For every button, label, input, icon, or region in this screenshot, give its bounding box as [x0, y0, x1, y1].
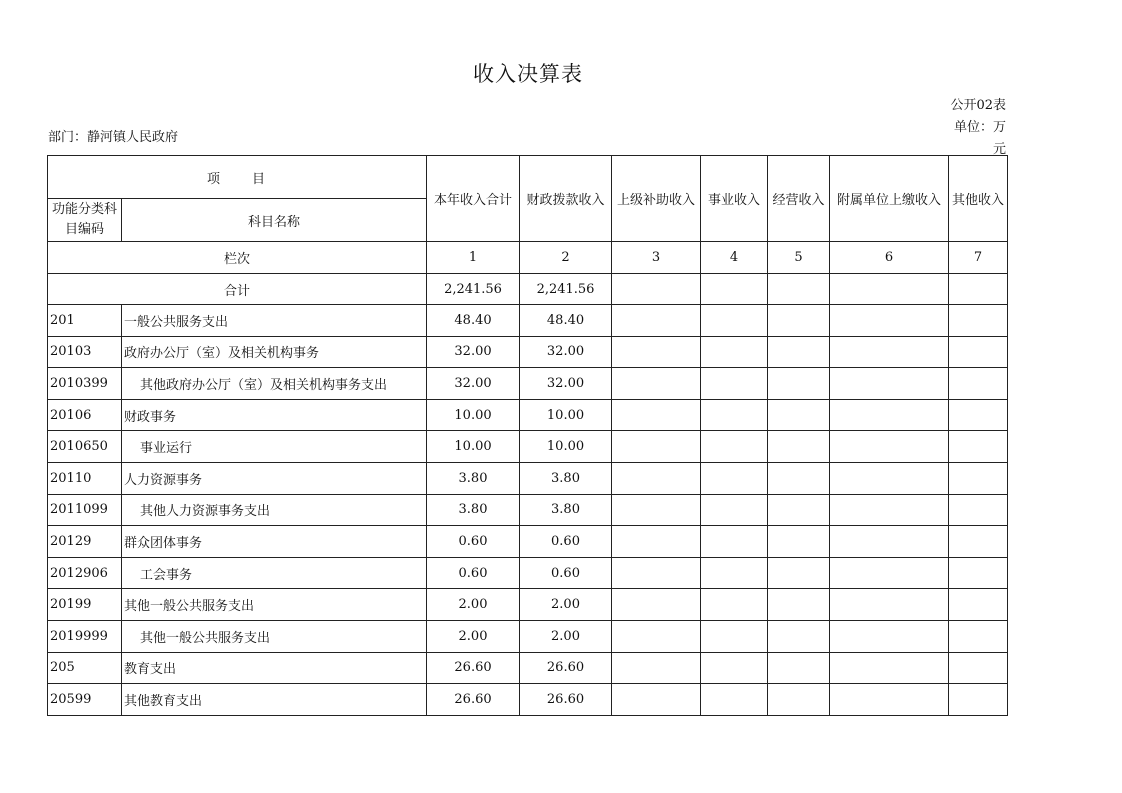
func-code-cell: 20103	[48, 336, 122, 368]
fiscal-income-cell: 0.60	[520, 557, 612, 589]
empty-cell	[949, 684, 1008, 716]
empty-cell	[701, 431, 768, 463]
subject-name-text: 政府办公厅（室）及相关机构事务	[124, 346, 320, 362]
table-row	[48, 431, 1008, 463]
total-row	[48, 274, 1008, 305]
empty-cell	[949, 589, 1008, 621]
unit-label: 单位：万	[953, 120, 1006, 135]
empty-cell	[949, 305, 1008, 337]
fiscal-income-cell: 2.00	[520, 620, 612, 652]
total-income-cell: 2.00	[427, 620, 520, 652]
table-row	[48, 368, 1008, 400]
empty-cell	[612, 336, 701, 368]
unit-label-cont: 元	[992, 142, 1006, 157]
header-col-affiliate: 附属单位上缴收入	[830, 156, 949, 242]
empty-cell	[701, 462, 768, 494]
empty-cell	[768, 399, 830, 431]
empty-cell	[701, 336, 768, 368]
func-code-cell: 2010399	[48, 368, 122, 400]
report-title: 收入决算表	[473, 62, 583, 86]
subject-name-text: 其他人力资源事务支出	[140, 504, 271, 520]
empty-cell	[701, 399, 768, 431]
fiscal-income-cell: 26.60	[520, 684, 612, 716]
empty-cell	[701, 526, 768, 558]
col-index-1: 1	[427, 242, 520, 274]
empty-cell	[612, 368, 701, 400]
empty-cell	[830, 305, 949, 337]
total-income-cell: 3.80	[427, 494, 520, 526]
subject-name-cell	[122, 305, 427, 337]
empty-cell	[701, 368, 768, 400]
empty-cell	[612, 274, 701, 305]
header-func-code: 功能分类科目编码	[48, 199, 122, 242]
empty-cell	[701, 652, 768, 684]
total-income-cell: 2.00	[427, 589, 520, 621]
empty-cell	[949, 652, 1008, 684]
empty-cell	[830, 462, 949, 494]
empty-cell	[612, 557, 701, 589]
col-index-6: 6	[830, 242, 949, 274]
empty-cell	[830, 274, 949, 305]
empty-cell	[612, 431, 701, 463]
subject-name-text: 其他政府办公厅（室）及相关机构事务支出	[140, 377, 388, 393]
empty-cell	[701, 684, 768, 716]
subject-name-text: 工会事务	[140, 567, 193, 583]
empty-cell	[701, 620, 768, 652]
empty-cell	[612, 620, 701, 652]
empty-cell	[830, 399, 949, 431]
table-row	[48, 399, 1008, 431]
empty-cell	[768, 336, 830, 368]
subject-name-cell	[122, 589, 427, 621]
fiscal-income-cell: 32.00	[520, 368, 612, 400]
total-income-cell: 3.80	[427, 462, 520, 494]
empty-cell	[612, 462, 701, 494]
table-row	[48, 336, 1008, 368]
total-income-cell: 10.00	[427, 399, 520, 431]
empty-cell	[949, 399, 1008, 431]
total-amount: 2,241.56	[427, 274, 520, 305]
table-row	[48, 684, 1008, 716]
fiscal-income-cell: 32.00	[520, 336, 612, 368]
total-label: 合计	[48, 274, 427, 305]
header-col-fiscal: 财政拨款收入	[520, 156, 612, 242]
empty-cell	[949, 526, 1008, 558]
empty-cell	[830, 652, 949, 684]
empty-cell	[701, 274, 768, 305]
total-income-cell: 10.00	[427, 431, 520, 463]
empty-cell	[768, 368, 830, 400]
empty-cell	[830, 620, 949, 652]
department-label: 部门：静河镇人民政府	[48, 130, 179, 145]
empty-cell	[830, 589, 949, 621]
empty-cell	[612, 589, 701, 621]
empty-cell	[768, 462, 830, 494]
col-index-4: 4	[701, 242, 768, 274]
fiscal-income-cell: 2.00	[520, 589, 612, 621]
header-item: 项 目	[48, 156, 427, 199]
empty-cell	[612, 526, 701, 558]
empty-cell	[830, 526, 949, 558]
empty-cell	[830, 557, 949, 589]
empty-cell	[830, 494, 949, 526]
subject-name-text: 财政事务	[124, 409, 177, 425]
header-col-total: 本年收入合计	[427, 156, 520, 242]
col-index-2: 2	[520, 242, 612, 274]
subject-name-cell	[122, 557, 427, 589]
empty-cell	[768, 494, 830, 526]
total-income-cell: 48.40	[427, 305, 520, 337]
subject-name-cell	[122, 494, 427, 526]
subject-name-cell	[122, 462, 427, 494]
fiscal-income-cell: 3.80	[520, 494, 612, 526]
table-code: 公开02表	[950, 98, 1006, 113]
subject-name-text: 一般公共服务支出	[124, 314, 229, 330]
empty-cell	[701, 589, 768, 621]
empty-cell	[612, 305, 701, 337]
subject-name-text: 其他一般公共服务支出	[124, 599, 255, 615]
fiscal-income-cell: 26.60	[520, 652, 612, 684]
func-code-cell: 20106	[48, 399, 122, 431]
empty-cell	[949, 620, 1008, 652]
empty-cell	[768, 557, 830, 589]
table-row	[48, 652, 1008, 684]
empty-cell	[949, 494, 1008, 526]
subject-name-text: 人力资源事务	[124, 472, 203, 488]
empty-cell	[949, 274, 1008, 305]
empty-cell	[701, 557, 768, 589]
table-row	[48, 462, 1008, 494]
func-code-cell: 2010650	[48, 431, 122, 463]
empty-cell	[768, 652, 830, 684]
subject-name-text: 其他教育支出	[124, 693, 203, 709]
total-fiscal: 2,241.56	[520, 274, 612, 305]
func-code-cell: 20110	[48, 462, 122, 494]
empty-cell	[768, 526, 830, 558]
empty-cell	[768, 589, 830, 621]
fiscal-income-cell: 3.80	[520, 462, 612, 494]
subject-name-cell	[122, 399, 427, 431]
subject-name-cell	[122, 336, 427, 368]
func-code-cell: 2011099	[48, 494, 122, 526]
header-row-index: 栏次	[48, 242, 427, 274]
col-index-5: 5	[768, 242, 830, 274]
total-income-cell: 32.00	[427, 368, 520, 400]
fiscal-income-cell: 10.00	[520, 399, 612, 431]
empty-cell	[949, 431, 1008, 463]
income-table	[47, 155, 1008, 716]
empty-cell	[830, 684, 949, 716]
empty-cell	[701, 494, 768, 526]
table-row	[48, 557, 1008, 589]
subject-name-cell	[122, 620, 427, 652]
empty-cell	[830, 431, 949, 463]
empty-cell	[949, 557, 1008, 589]
empty-cell	[768, 305, 830, 337]
func-code-cell: 20599	[48, 684, 122, 716]
table-row	[48, 494, 1008, 526]
empty-cell	[701, 305, 768, 337]
subject-name-text: 群众团体事务	[124, 535, 203, 551]
table-row	[48, 305, 1008, 337]
subject-name-cell	[122, 652, 427, 684]
header-col-operation: 经营收入	[768, 156, 830, 242]
empty-cell	[949, 368, 1008, 400]
total-income-cell: 0.60	[427, 526, 520, 558]
subject-name-text: 事业运行	[140, 441, 193, 457]
subject-name-cell	[122, 684, 427, 716]
table-row	[48, 589, 1008, 621]
empty-cell	[768, 274, 830, 305]
total-income-cell: 26.60	[427, 684, 520, 716]
total-income-cell: 0.60	[427, 557, 520, 589]
header-col-upper: 上级补助收入	[612, 156, 701, 242]
empty-cell	[830, 336, 949, 368]
empty-cell	[768, 620, 830, 652]
func-code-cell: 201	[48, 305, 122, 337]
empty-cell	[612, 684, 701, 716]
fiscal-income-cell: 10.00	[520, 431, 612, 463]
empty-cell	[949, 336, 1008, 368]
header-col-business: 事业收入	[701, 156, 768, 242]
header-col-other: 其他收入	[949, 156, 1008, 242]
subject-name-cell	[122, 431, 427, 463]
table-row	[48, 526, 1008, 558]
empty-cell	[768, 431, 830, 463]
total-income-cell: 26.60	[427, 652, 520, 684]
col-index-7: 7	[949, 242, 1008, 274]
empty-cell	[612, 494, 701, 526]
empty-cell	[949, 462, 1008, 494]
func-code-cell: 2019999	[48, 620, 122, 652]
subject-name-cell	[122, 526, 427, 558]
subject-name-text: 其他一般公共服务支出	[140, 630, 271, 646]
empty-cell	[612, 652, 701, 684]
header-subject-name: 科目名称	[122, 199, 427, 242]
fiscal-income-cell: 48.40	[520, 305, 612, 337]
subject-name-cell	[122, 368, 427, 400]
empty-cell	[830, 368, 949, 400]
table-row	[48, 620, 1008, 652]
fiscal-income-cell: 0.60	[520, 526, 612, 558]
empty-cell	[612, 399, 701, 431]
col-index-3: 3	[612, 242, 701, 274]
empty-cell	[768, 684, 830, 716]
func-code-cell: 20129	[48, 526, 122, 558]
func-code-cell: 20199	[48, 589, 122, 621]
total-income-cell: 32.00	[427, 336, 520, 368]
subject-name-text: 教育支出	[124, 662, 177, 678]
func-code-cell: 2012906	[48, 557, 122, 589]
func-code-cell: 205	[48, 652, 122, 684]
